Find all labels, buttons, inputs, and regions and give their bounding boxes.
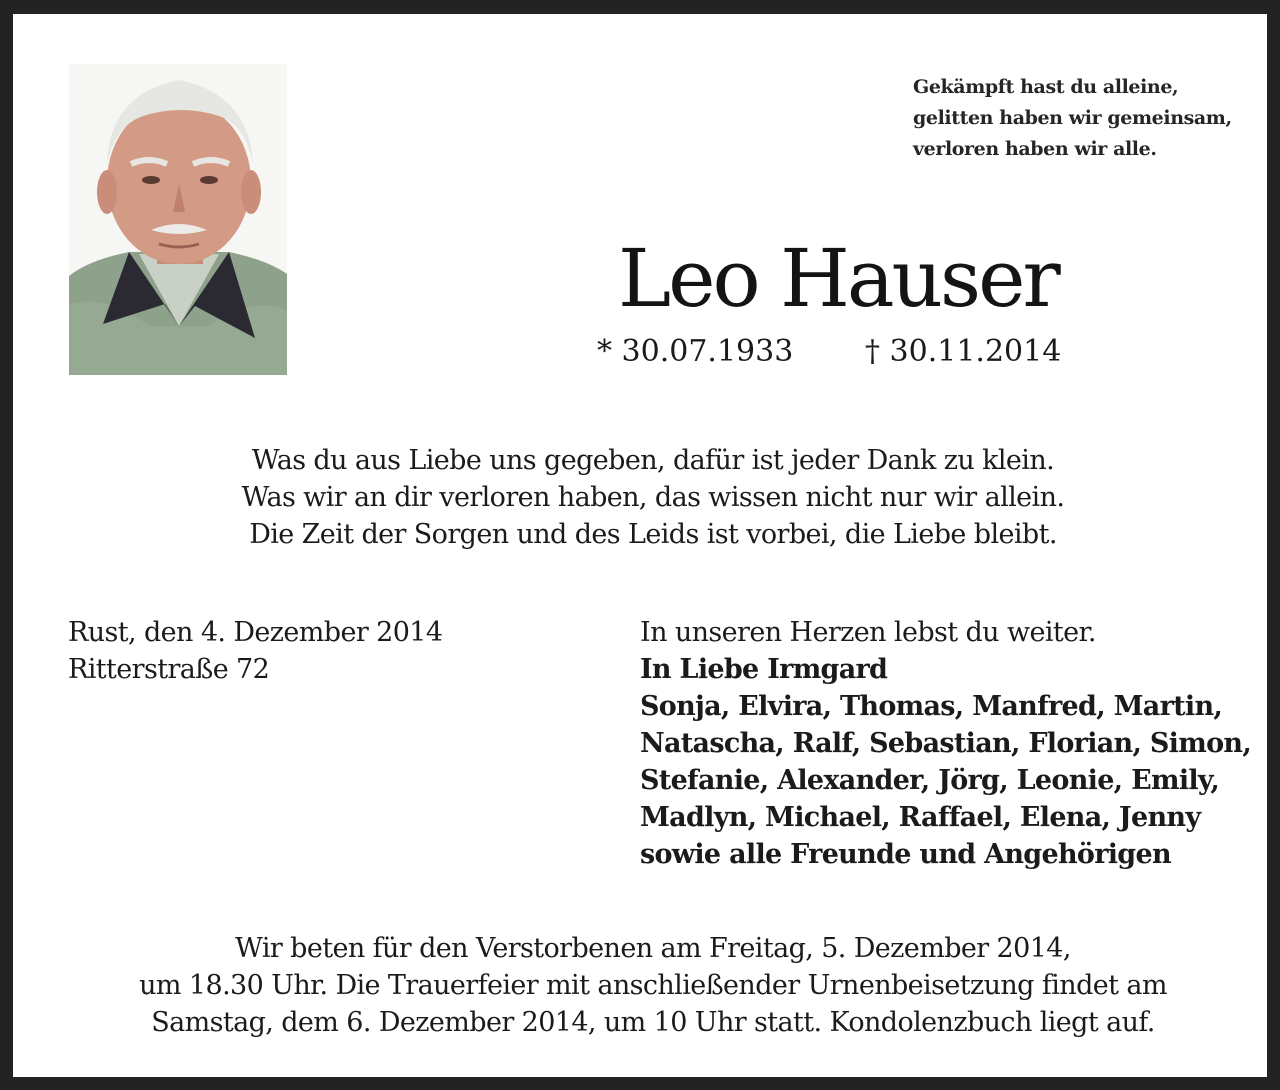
service-line: um 18.30 Uhr. Die Trauerfeier mit anschließender Urnenbeisetzung findet am — [139, 970, 1167, 1001]
family-line: In Liebe Irmgard — [640, 654, 888, 685]
place-and-date — [68, 614, 442, 688]
family-line: sowie alle Freunde und Angehörigen — [640, 839, 1171, 870]
memorial-verse — [113, 442, 1193, 553]
family-intro: In unseren Herzen lebst du weiter. — [640, 617, 1096, 648]
portrait-photo — [69, 64, 287, 375]
service-line: Samstag, dem 6. Dezember 2014, um 10 Uhr statt. Kondolenzbuch liegt auf. — [151, 1007, 1155, 1038]
family-line: Stefanie, Alexander, Jörg, Leonie, Emily, — [640, 765, 1220, 796]
service-line: Wir beten für den Verstorbenen am Freitag, 5. Dezember 2014, — [235, 933, 1071, 964]
verse-line: Die Zeit der Sorgen und des Leids ist vorbei, die Liebe bleibt. — [249, 519, 1057, 550]
verse-line: Was wir an dir verloren haben, das wissen nicht nur wir allein. — [241, 482, 1065, 513]
family-signature — [640, 614, 1251, 873]
date-line: Rust, den 4. Dezember 2014 — [68, 617, 443, 648]
poem-line: Gekämpft hast du alleine, — [913, 76, 1179, 98]
address-line: Ritterstraße 72 — [68, 654, 270, 685]
service-info — [73, 930, 1233, 1041]
opening-poem — [913, 72, 1263, 165]
family-line: Natascha, Ralf, Sebastian, Florian, Simon, — [640, 728, 1252, 759]
verse-line: Was du aus Liebe uns gegeben, dafür ist jeder Dank zu klein. — [251, 445, 1055, 476]
poem-line: verloren haben wir alle. — [913, 138, 1157, 160]
family-line: Sonja, Elvira, Thomas, Manfred, Martin, — [640, 691, 1223, 722]
poem-line: gelitten haben wir gemeinsam, — [913, 107, 1232, 129]
family-line: Madlyn, Michael, Raffael, Elena, Jenny — [640, 802, 1201, 833]
death-date: † 30.11.2014 — [865, 334, 1062, 369]
birth-date: * 30.07.1933 — [597, 334, 794, 369]
deceased-name: Leo Hauser — [618, 232, 1058, 325]
